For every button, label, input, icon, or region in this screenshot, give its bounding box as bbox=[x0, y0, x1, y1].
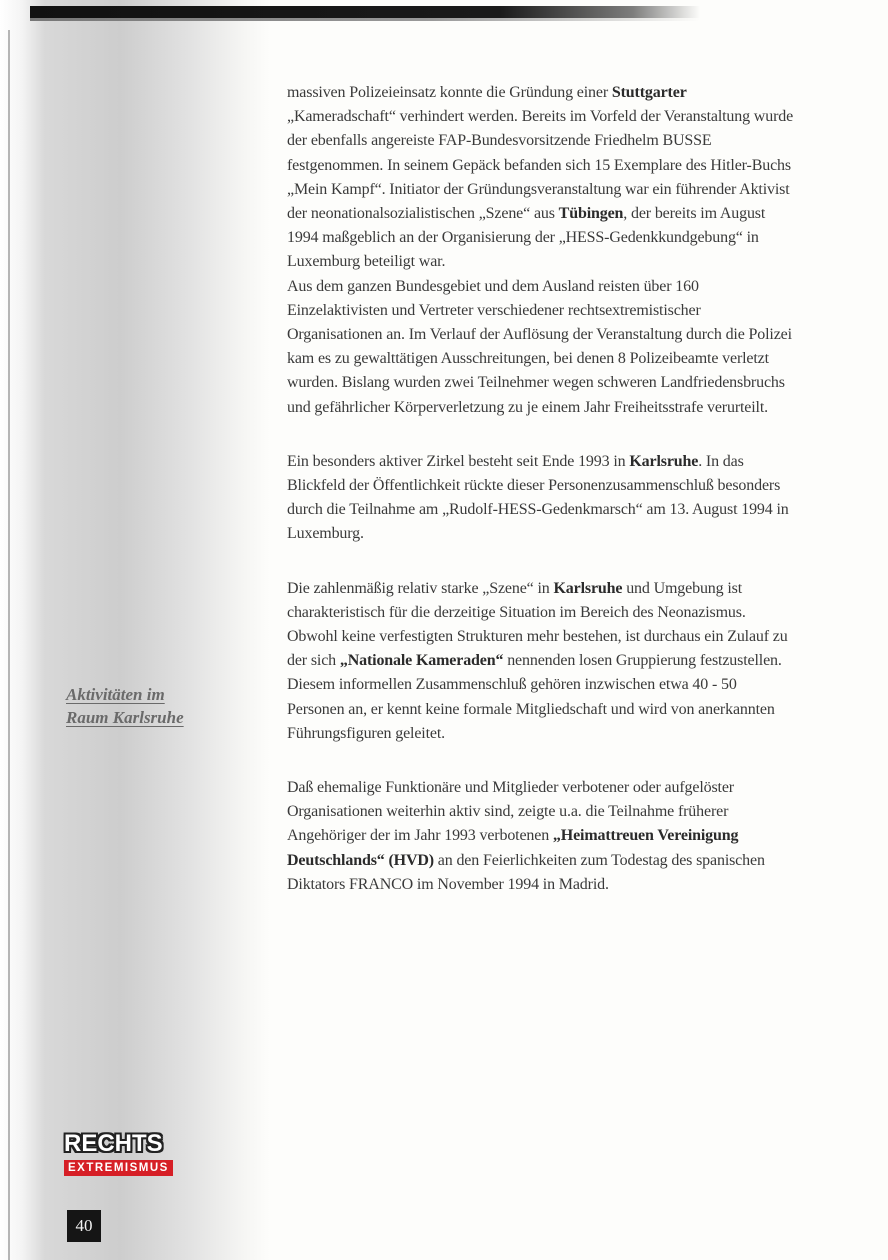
top-rule-thin bbox=[30, 18, 700, 21]
text-run: massiven Polizeieinsatz konnte die Gründung einer bbox=[287, 84, 612, 101]
text-run: Daß ehemalige Funktionäre und Mitglieder verbotener oder aufgelöster Organisationen weiterhin aktiv sind, zeigte u.a. die Teilnahme früherer Angehöriger der im Jahr 1993 verbotenen bbox=[287, 779, 734, 845]
logo-bottom-text: EXTREMISMUS bbox=[64, 1160, 173, 1176]
text-run: „Kameradschaft“ verhindert werden. Bereits im Vorfeld der Veranstaltung wurde der ebenfalls angereiste FAP-Bundesvorsitzende Friedhelm BUSSE festgenommen. In seinem Gepäck befanden sich 15 Exemplare des Hitler-Buchs „Mein Kampf“. Initiator der Gründungsveranstaltung war ein führender Aktivist der neonationalsozialistischen „Szene“ aus bbox=[287, 108, 794, 223]
paragraph bbox=[287, 275, 797, 420]
text-run: Ein besonders aktiver Zirkel besteht seit Ende 1993 in bbox=[287, 452, 630, 470]
margin-note-line-1: Aktivitäten im bbox=[66, 685, 165, 704]
top-rule bbox=[30, 6, 700, 18]
bold-term: Karlsruhe bbox=[629, 452, 699, 470]
paragraph bbox=[287, 450, 797, 547]
text-run: Die zahlenmäßig relativ starke „Szene“ in bbox=[287, 579, 554, 597]
margin-note-line-2: Raum Karlsruhe bbox=[66, 708, 184, 727]
bold-term: Karlsruhe bbox=[553, 579, 623, 597]
text-run: Aus dem ganzen Bundesgebiet und dem Ausland reisten über 160 Einzelaktivisten und Vertreter verschiedener rechtsextremistischer Organisationen an. Im Verlauf der Auflösung der Veranstaltung durch die Polizei kam es zu gewalttätigen Ausschreitungen, bei denen 8 Polizeibeamte verletzt wurden. Bislang wurden zwei Teilnehmer wegen schweren Landfriedensbruchs und gefährlicher Körperverletzung zu je einem Jahr Freiheitsstrafe verurteilt. bbox=[287, 277, 792, 416]
bold-term: „Nationale Kameraden“ bbox=[339, 652, 504, 670]
left-margin-shade bbox=[0, 0, 270, 1260]
paragraph bbox=[287, 81, 797, 275]
binding-line bbox=[8, 30, 10, 1260]
rechtsextremismus-logo bbox=[64, 1131, 168, 1176]
bold-term: Stuttgarter bbox=[611, 84, 687, 101]
margin-note bbox=[66, 683, 256, 729]
page-number: 40 bbox=[67, 1210, 101, 1242]
paragraph bbox=[287, 776, 797, 897]
text-run: an den Feierlichkeiten zum Todestag des spanischen Diktators FRANCO im November 1994 in Madrid. bbox=[287, 851, 765, 893]
bold-term: Tübingen bbox=[558, 205, 624, 223]
text-run: und Umgebung ist charakteristisch für die derzeitige Situation im Bereich des Neonazismus. Obwohl keine verfestigten Strukturen mehr bestehen, ist durchaus ein Zulauf zu der sich bbox=[287, 579, 788, 670]
text-run: , der bereits im August 1994 maßgeblich an der Organisierung der „HESS-Gedenkkundgebung“ in Luxemburg beteiligt war. bbox=[287, 205, 766, 271]
text-run: . In das Blickfeld der Öffentlichkeit rückte dieser Personenzusammenschluß besonders durch die Teilnahme am „Rudolf-HESS-Gedenkmarsch“ am 13. August 1994 in Luxemburg. bbox=[287, 452, 789, 543]
logo-top-text: RECHTS bbox=[64, 1130, 163, 1157]
bold-term: „Heimattreuen Vereinigung Deutschlands“ (HVD) bbox=[287, 827, 739, 869]
text-run: nennenden losen Gruppierung festzustellen. Diesem informellen Zusammenschluß gehören inzwischen etwa 40 - 50 Personen an, er kennt keine formale Mitgliedschaft und wird von anerkannten Führungsfiguren geleitet. bbox=[287, 652, 782, 742]
body-text bbox=[287, 81, 797, 927]
paragraph bbox=[287, 577, 797, 746]
